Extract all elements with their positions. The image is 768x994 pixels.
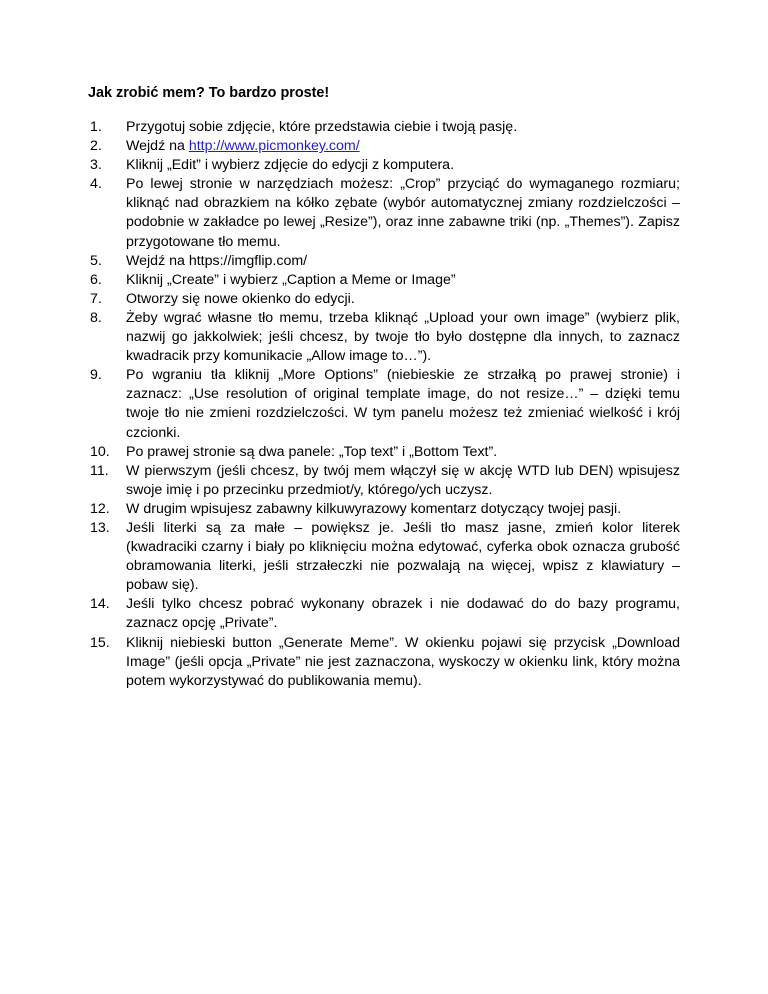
step-text: Po wgraniu tła kliknij „More Options” (niebieskie ze strzałką po prawej stronie) i zaznacz: „Use resolution of original template image, do not resize…” – dzięki temu twoje tło nie zmieni rozdzielczości. W tym panelu możesz też zmieniać wielkość i krój czcionki. xyxy=(126,367,680,441)
list-item xyxy=(90,366,680,442)
list-item xyxy=(90,462,680,500)
list-item xyxy=(90,252,680,271)
step-number: 8. xyxy=(90,309,102,326)
list-item xyxy=(90,500,680,519)
list-item xyxy=(90,156,680,175)
step-text: Jeśli literki są za małe – powiększ je. Jeśli tło masz jasne, zmień kolor literek (kwadraciki czarny i biały po kliknięciu można edytować, cyferka obok oznacza grubość obramowania literki, jeśli strzałeczki nie pozwalają na więcej, wpisz z klawiatury – pobaw się). xyxy=(126,519,680,594)
step-text: Kliknij niebieski button „Generate Meme”. W okienku pojawi się przycisk „Download Image” (jeśli opcja „Private” nie jest zaznaczona, wyskoczy w okienku link, który można potem wykorzystywać do publikowania memu). xyxy=(126,634,680,689)
step-number: 12. xyxy=(90,500,110,517)
step-text: Żeby wgrać własne tło memu, trzeba kliknąć „Upload your own image” (wybierz plik, nazwij go jakkolwiek; jeśli chcesz, by twoje tło było dostępne dla innych, to zaznacz kwadracik przy komunikacie „Allow image to…”). xyxy=(126,309,680,365)
step-text-prefix: Wejdź na xyxy=(126,138,189,155)
list-item xyxy=(90,290,680,309)
step-text: W pierwszym (jeśli chcesz, by twój mem włączył się w akcję WTD lub DEN) wpisujesz swoje imię i po przecinku przedmiot/y, którego/ych uczysz. xyxy=(126,462,680,498)
step-text: Otworzy się nowe okienko do edycji. xyxy=(126,290,355,307)
step-number: 11. xyxy=(90,462,109,479)
step-number: 2. xyxy=(90,138,102,155)
step-text: Po lewej stronie w narzędziach możesz: „Crop” przyciąć do wymaganego rozmiaru; kliknąć nad obrazkiem na kółko zębate (wybór automatycznej zmiany rozdzielczości – podobnie w zakładce po lewej „Resize”), oraz inne zabawne triki (np. „Themes”). Zapisz przygotowane tło memu. xyxy=(126,176,680,250)
step-text: Po prawej stronie są dwa panele: „Top text” i „Bottom Text”. xyxy=(126,443,498,460)
step-number: 9. xyxy=(90,367,102,384)
step-number: 7. xyxy=(90,290,102,307)
picmonkey-link[interactable]: http://www.picmonkey.com/ xyxy=(188,138,360,155)
list-item xyxy=(90,595,680,633)
list-item xyxy=(90,443,680,462)
list-item xyxy=(90,118,680,137)
step-number: 6. xyxy=(90,271,102,288)
step-number: 14. xyxy=(90,596,110,613)
step-text: Wejdź na https://imgflip.com/ xyxy=(126,252,308,269)
list-item xyxy=(90,137,680,156)
step-number: 15. xyxy=(90,634,110,651)
step-number: 3. xyxy=(90,157,102,174)
step-number: 1. xyxy=(90,119,102,135)
list-item xyxy=(90,634,680,691)
list-item xyxy=(90,309,680,366)
step-number: 13. xyxy=(90,519,110,536)
step-number: 4. xyxy=(90,176,102,193)
steps-list xyxy=(90,118,680,691)
step-number: 10. xyxy=(90,443,110,460)
step-text: Przygotuj sobie zdjęcie, które przedstawia ciebie i twoją pasję. xyxy=(126,119,518,135)
step-text: W drugim wpisujesz zabawny kilkuwyrazowy komentarz dotyczący twojej pasji. xyxy=(126,500,622,517)
step-text: Kliknij „Create” i wybierz „Caption a Meme or Image” xyxy=(126,271,456,288)
document-title: Jak zrobić mem? To bardzo proste! xyxy=(88,85,330,101)
step-number: 5. xyxy=(90,252,102,269)
list-item xyxy=(90,175,680,251)
step-text: Jeśli tylko chcesz pobrać wykonany obrazek i nie dodawać do do bazy programu, zaznacz opcję „Private”. xyxy=(126,596,680,632)
step-text xyxy=(126,137,680,156)
list-item xyxy=(90,519,680,595)
step-text: Kliknij „Edit” i wybierz zdjęcie do edycji z komputera. xyxy=(126,157,455,174)
list-item xyxy=(90,271,680,290)
